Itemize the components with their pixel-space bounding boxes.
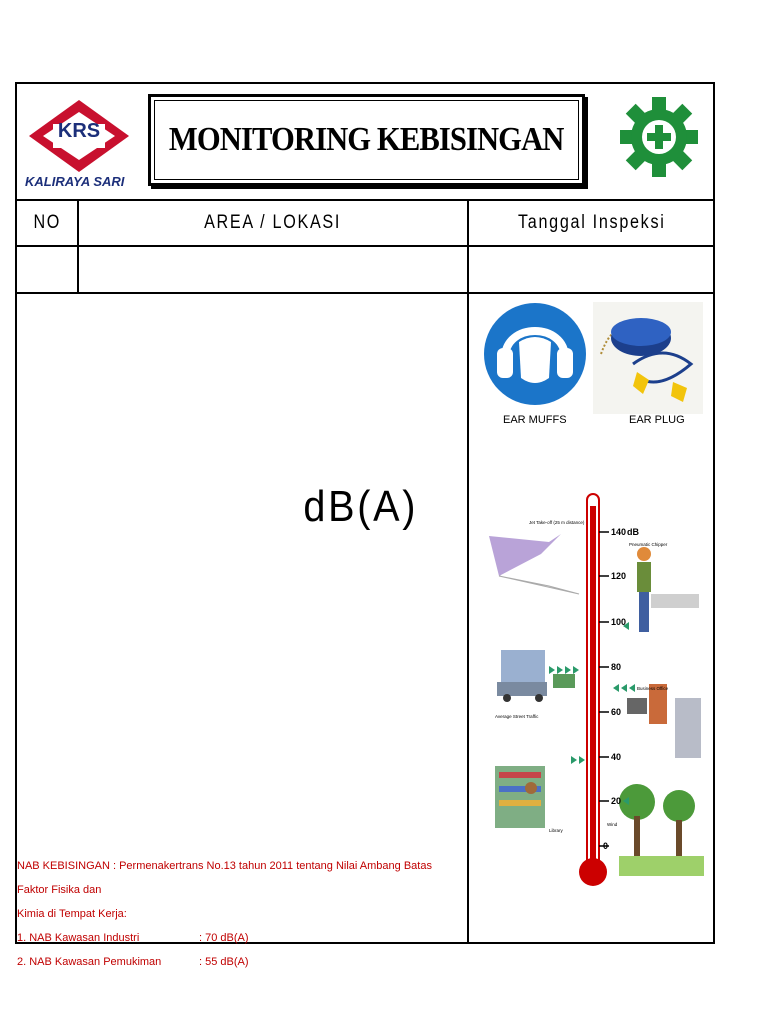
nab-item-value: : 55 dB(A)	[199, 956, 249, 968]
area-input-cell[interactable]	[79, 247, 467, 292]
nab-item	[17, 926, 457, 950]
tick-label-120: 120	[611, 571, 627, 581]
ear-muffs-icon	[483, 302, 587, 406]
worker-illustration	[637, 547, 699, 632]
thermometer-icon	[579, 494, 607, 886]
tick-unit: dB	[627, 527, 639, 537]
traffic-illustration	[497, 650, 575, 702]
ear-plug-image	[593, 302, 703, 414]
nab-item-label: 2. NAB Kawasan Pemukiman	[17, 956, 162, 968]
library-illustration	[495, 766, 545, 828]
tick-label-140: 140	[611, 527, 627, 537]
ear-muffs-sign	[483, 302, 587, 406]
tick-label-100: 100	[611, 617, 627, 627]
header-no-label: NO	[33, 212, 61, 233]
tick-label-40: 40	[611, 752, 622, 762]
noise-level-chart	[479, 476, 704, 906]
scene-label-wind: Wind	[607, 822, 618, 827]
tick-label-0: 0	[603, 841, 609, 851]
date-input-cell[interactable]	[469, 247, 715, 292]
scene-label-chipper: Pneumatic Chipper	[629, 542, 668, 547]
logo-company-name: KALIRAYA SARI	[25, 174, 125, 189]
scene-label-jet: Jet Take-off (25 m distance)	[529, 520, 585, 525]
nab-intro: NAB KEBISINGAN : Permenakertrans No.13 tahun 2011 tentang Nilai Ambang Batas Faktor Fisika dan	[17, 860, 432, 896]
tick-label-20: 20	[611, 796, 622, 806]
scene-label-library: Library	[549, 828, 563, 833]
nab-item	[17, 950, 457, 974]
scene-label-office: Business Office	[637, 686, 669, 691]
tick-marks	[599, 532, 609, 846]
divider	[17, 292, 713, 294]
nab-item-label: 1. NAB Kawasan Industri	[17, 932, 140, 944]
office-illustration	[627, 684, 701, 758]
company-logo	[23, 94, 135, 194]
ear-plug-icon	[593, 302, 703, 414]
monitoring-sheet	[15, 82, 715, 968]
jet-illustration	[489, 534, 579, 594]
no-input-cell[interactable]	[17, 247, 77, 292]
trees-illustration	[619, 784, 704, 876]
nab-note	[17, 854, 457, 974]
header-area	[79, 201, 467, 245]
title-box	[148, 94, 585, 186]
tick-label-80: 80	[611, 662, 622, 672]
header-area-label: AREA / LOKASI	[204, 212, 342, 233]
divider	[467, 199, 469, 944]
ear-muffs-label: EAR MUFFS	[503, 414, 567, 426]
tick-label-60: 60	[611, 707, 622, 717]
header-no	[17, 201, 77, 245]
logo-abbr: KRS	[57, 120, 101, 142]
header-date	[469, 201, 715, 245]
nab-intro-2: Kimia di Tempat Kerja:	[17, 908, 127, 920]
noise-reading-unit: dB(A)	[303, 482, 419, 531]
nab-item-value: : 70 dB(A)	[199, 932, 249, 944]
scene-label-traffic: Average Street Traffic	[495, 714, 539, 719]
ear-plug-label: EAR PLUG	[629, 414, 685, 426]
safety-gear-icon	[620, 92, 698, 182]
page-title: MONITORING KEBISINGAN	[169, 121, 564, 158]
header-date-label: Tanggal Inspeksi	[518, 212, 666, 233]
